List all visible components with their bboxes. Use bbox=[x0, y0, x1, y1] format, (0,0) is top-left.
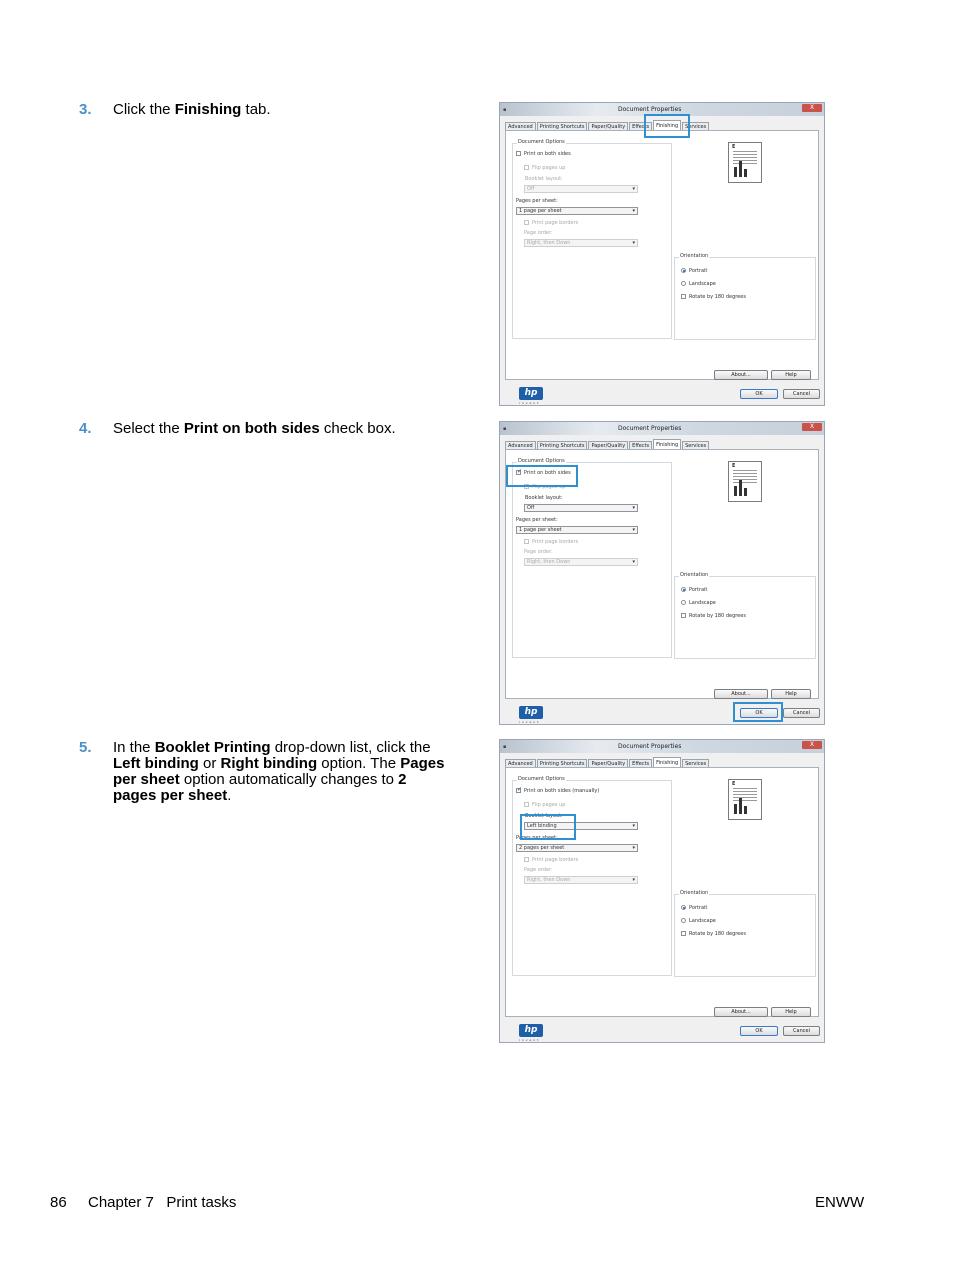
hp-logo-mark: hp bbox=[519, 1024, 543, 1037]
pages-per-sheet-select[interactable]: 2 pages per sheet ▾ bbox=[516, 844, 638, 852]
dialog-title: Document Properties bbox=[618, 743, 682, 750]
tab-strip bbox=[505, 757, 710, 767]
booklet-layout-select[interactable]: Off ▾ bbox=[524, 185, 638, 193]
hp-logo-mark: hp bbox=[519, 706, 543, 719]
hp-invent-text: invent bbox=[519, 720, 541, 724]
hp-logo-mark: hp bbox=[519, 387, 543, 400]
print-both-sides-label: Print on both sides (manually) bbox=[524, 788, 600, 794]
about-button[interactable]: About... bbox=[714, 1007, 768, 1017]
pages-per-sheet-label: Pages per sheet: bbox=[516, 517, 558, 523]
help-button[interactable]: Help bbox=[771, 370, 811, 380]
landscape-label: Landscape bbox=[689, 918, 716, 924]
preview-line bbox=[733, 794, 757, 795]
preview-bar bbox=[734, 804, 737, 814]
print-both-sides-checkbox[interactable] bbox=[516, 788, 521, 793]
system-menu-icon[interactable]: ▪ bbox=[503, 426, 507, 432]
hp-logo bbox=[519, 1024, 544, 1041]
text-run: . bbox=[227, 787, 232, 804]
rotate-180-checkbox[interactable] bbox=[681, 613, 686, 618]
bold-term: 2 pages per sheet bbox=[113, 771, 407, 804]
print-both-sides-label: Print on both sides bbox=[524, 151, 571, 157]
page-order-label: Page order: bbox=[524, 867, 553, 873]
about-button[interactable]: About... bbox=[714, 689, 768, 699]
cancel-button[interactable]: Cancel bbox=[783, 389, 820, 399]
print-both-sides-label: Print on both sides bbox=[524, 470, 571, 476]
ok-button[interactable]: OK bbox=[740, 708, 778, 718]
tab-finishing[interactable]: Finishing bbox=[653, 439, 681, 451]
tab-paper-quality[interactable]: Paper/Quality bbox=[588, 759, 628, 769]
footer-brand: ENWW bbox=[815, 1194, 865, 1211]
booklet-layout-select[interactable]: Left binding ▾ bbox=[524, 822, 638, 830]
tab-paper-quality[interactable]: Paper/Quality bbox=[588, 441, 628, 451]
step-number: 4. bbox=[79, 420, 92, 437]
tab-finishing[interactable]: Finishing bbox=[653, 120, 681, 132]
page-preview-image bbox=[728, 461, 762, 502]
text-run: In the bbox=[113, 739, 155, 756]
text-run: or bbox=[198, 755, 221, 772]
preview-bar bbox=[739, 161, 742, 177]
flip-pages-up-label: Flip pages up bbox=[532, 484, 566, 490]
text-run: tab. bbox=[241, 101, 271, 118]
preview-bar bbox=[734, 167, 737, 177]
preview-line bbox=[733, 800, 757, 801]
preview-line bbox=[733, 470, 757, 471]
close-button[interactable]: X bbox=[802, 741, 822, 749]
chapter-title: Chapter 7 Print tasks bbox=[88, 1194, 237, 1211]
text-run: check box. bbox=[319, 420, 396, 437]
document-properties-dialog bbox=[499, 739, 825, 1043]
orientation-label: Orientation bbox=[680, 890, 709, 896]
pages-per-sheet-select[interactable]: 1 page per sheet ▾ bbox=[516, 207, 638, 215]
help-button[interactable]: Help bbox=[771, 689, 811, 699]
rotate-180-label: Rotate by 180 degrees bbox=[689, 613, 746, 619]
page-order-select[interactable]: Right, then Down ▾ bbox=[524, 876, 638, 884]
step-number: 5. bbox=[79, 739, 92, 756]
text-run: option automatically changes to bbox=[179, 771, 399, 788]
ok-button[interactable]: OK bbox=[740, 389, 778, 399]
pages-per-sheet-label: Pages per sheet: bbox=[516, 835, 558, 841]
highlight-finishing-tab bbox=[644, 114, 690, 138]
document-properties-dialog bbox=[499, 421, 825, 725]
text-run: Select the bbox=[113, 420, 184, 437]
tab-printing-shortcuts[interactable]: Printing Shortcuts bbox=[537, 441, 588, 451]
rotate-180-label: Rotate by 180 degrees bbox=[689, 294, 746, 300]
preview-letter: E bbox=[732, 463, 736, 469]
highlight-ok-button bbox=[733, 702, 783, 722]
tab-effects[interactable]: Effects bbox=[629, 122, 652, 132]
tab-advanced[interactable]: Advanced bbox=[505, 441, 536, 451]
page-preview-image bbox=[728, 142, 762, 183]
flip-pages-up-checkbox[interactable] bbox=[524, 802, 529, 807]
cancel-button[interactable]: Cancel bbox=[783, 1026, 820, 1036]
landscape-label: Landscape bbox=[689, 600, 716, 606]
portrait-radio[interactable] bbox=[681, 587, 686, 592]
hp-invent-text: invent bbox=[519, 401, 541, 405]
preview-line bbox=[733, 797, 757, 798]
pages-per-sheet-select[interactable]: 1 page per sheet ▾ bbox=[516, 526, 638, 534]
page-preview-image bbox=[728, 779, 762, 820]
preview-line bbox=[733, 482, 757, 483]
preview-line bbox=[733, 154, 757, 155]
page-order-label: Page order: bbox=[524, 230, 553, 236]
text-run: Click the bbox=[113, 101, 175, 118]
text-run: option. The bbox=[317, 755, 401, 772]
booklet-layout-label: Booklet layout: bbox=[525, 495, 563, 501]
portrait-label: Portrait bbox=[689, 905, 708, 911]
portrait-label: Portrait bbox=[689, 587, 708, 593]
preview-letter: E bbox=[732, 144, 736, 150]
tab-advanced[interactable]: Advanced bbox=[505, 122, 536, 132]
preview-bar bbox=[739, 798, 742, 814]
document-properties-dialog bbox=[499, 102, 825, 406]
print-page-borders-label: Print page borders bbox=[532, 857, 579, 863]
page-order-label: Page order: bbox=[524, 549, 553, 555]
preview-letter: E bbox=[732, 781, 736, 787]
booklet-layout-select[interactable]: Off ▾ bbox=[524, 504, 638, 512]
flip-pages-up-checkbox[interactable] bbox=[524, 165, 529, 170]
landscape-label: Landscape bbox=[689, 281, 716, 287]
document-options-label: Document Options bbox=[518, 776, 565, 782]
tab-paper-quality[interactable]: Paper/Quality bbox=[588, 122, 628, 132]
about-button[interactable]: About... bbox=[714, 370, 768, 380]
landscape-radio[interactable] bbox=[681, 281, 686, 286]
tab-advanced[interactable]: Advanced bbox=[505, 759, 536, 769]
page-number: 86 bbox=[50, 1194, 67, 1211]
portrait-radio[interactable] bbox=[681, 268, 686, 273]
close-button[interactable]: X bbox=[802, 423, 822, 431]
document-options-label: Document Options bbox=[518, 458, 565, 464]
help-button[interactable]: Help bbox=[771, 1007, 811, 1017]
portrait-label: Portrait bbox=[689, 268, 708, 274]
preview-bar bbox=[739, 480, 742, 496]
highlight-booklet-layout bbox=[520, 814, 576, 840]
step-text bbox=[113, 740, 448, 804]
landscape-radio[interactable] bbox=[681, 918, 686, 923]
title-bar[interactable] bbox=[500, 740, 824, 753]
hp-invent-text: invent bbox=[519, 1038, 541, 1042]
preview-line bbox=[733, 788, 757, 789]
preview-line bbox=[733, 160, 757, 161]
hp-logo bbox=[519, 706, 544, 723]
rotate-180-checkbox[interactable] bbox=[681, 294, 686, 299]
preview-line bbox=[733, 163, 757, 164]
dialog-title: Document Properties bbox=[618, 106, 682, 113]
landscape-radio[interactable] bbox=[681, 600, 686, 605]
page-order-select[interactable]: Right, then Down ▾ bbox=[524, 239, 638, 247]
bold-term: Left binding bbox=[113, 755, 199, 772]
print-page-borders-checkbox[interactable] bbox=[524, 539, 529, 544]
bold-term: Right binding bbox=[220, 755, 318, 772]
print-page-borders-label: Print page borders bbox=[532, 539, 579, 545]
preview-line bbox=[733, 473, 757, 474]
flip-pages-up-label: Flip pages up bbox=[532, 802, 566, 808]
tab-services[interactable]: Services bbox=[682, 441, 709, 451]
preview-line bbox=[733, 791, 757, 792]
bold-term: Pages per sheet bbox=[113, 755, 445, 788]
preview-line bbox=[733, 157, 757, 158]
highlight-print-both-sides bbox=[506, 465, 578, 487]
portrait-radio[interactable] bbox=[681, 905, 686, 910]
print-both-sides-checkbox[interactable] bbox=[516, 151, 521, 156]
rotate-180-label: Rotate by 180 degrees bbox=[689, 931, 746, 937]
system-menu-icon[interactable]: ▪ bbox=[503, 107, 507, 113]
cancel-button[interactable]: Cancel bbox=[783, 708, 820, 718]
print-page-borders-checkbox[interactable] bbox=[524, 857, 529, 862]
system-menu-icon[interactable]: ▪ bbox=[503, 744, 507, 750]
flip-pages-up-label: Flip pages up bbox=[532, 165, 566, 171]
orientation-label: Orientation bbox=[680, 253, 709, 259]
dialog-title: Document Properties bbox=[618, 425, 682, 432]
print-page-borders-checkbox[interactable] bbox=[524, 220, 529, 225]
booklet-layout-label: Booklet layout: bbox=[525, 176, 563, 182]
step-text bbox=[113, 102, 448, 118]
tab-printing-shortcuts[interactable]: Printing Shortcuts bbox=[537, 759, 588, 769]
bold-term: Booklet Printing bbox=[154, 739, 271, 756]
orientation-label: Orientation bbox=[680, 572, 709, 578]
bold-term: Finishing bbox=[174, 101, 242, 118]
hp-logo bbox=[519, 387, 544, 404]
tab-services[interactable]: Services bbox=[682, 122, 709, 132]
preview-line bbox=[733, 151, 757, 152]
print-page-borders-label: Print page borders bbox=[532, 220, 579, 226]
rotate-180-checkbox[interactable] bbox=[681, 931, 686, 936]
title-bar[interactable] bbox=[500, 422, 824, 435]
preview-bar bbox=[744, 488, 747, 496]
pages-per-sheet-label: Pages per sheet: bbox=[516, 198, 558, 204]
preview-bar bbox=[744, 806, 747, 814]
bold-term: Print on both sides bbox=[183, 420, 320, 437]
tab-effects[interactable]: Effects bbox=[629, 759, 652, 769]
tab-finishing[interactable]: Finishing bbox=[653, 757, 681, 769]
close-button[interactable]: X bbox=[802, 104, 822, 112]
document-options-label: Document Options bbox=[518, 139, 565, 145]
step-number: 3. bbox=[79, 101, 92, 118]
tab-effects[interactable]: Effects bbox=[629, 441, 652, 451]
booklet-layout-label: Booklet layout: bbox=[525, 813, 563, 819]
tab-services[interactable]: Services bbox=[682, 759, 709, 769]
preview-bar bbox=[734, 486, 737, 496]
text-run: drop-down list, click the bbox=[270, 739, 431, 756]
preview-line bbox=[733, 476, 757, 477]
step-text bbox=[113, 421, 448, 437]
preview-bar bbox=[744, 169, 747, 177]
tab-printing-shortcuts[interactable]: Printing Shortcuts bbox=[537, 122, 588, 132]
page-order-select[interactable]: Right, then Down ▾ bbox=[524, 558, 638, 566]
ok-button[interactable]: OK bbox=[740, 1026, 778, 1036]
preview-line bbox=[733, 479, 757, 480]
tab-strip bbox=[505, 439, 710, 449]
